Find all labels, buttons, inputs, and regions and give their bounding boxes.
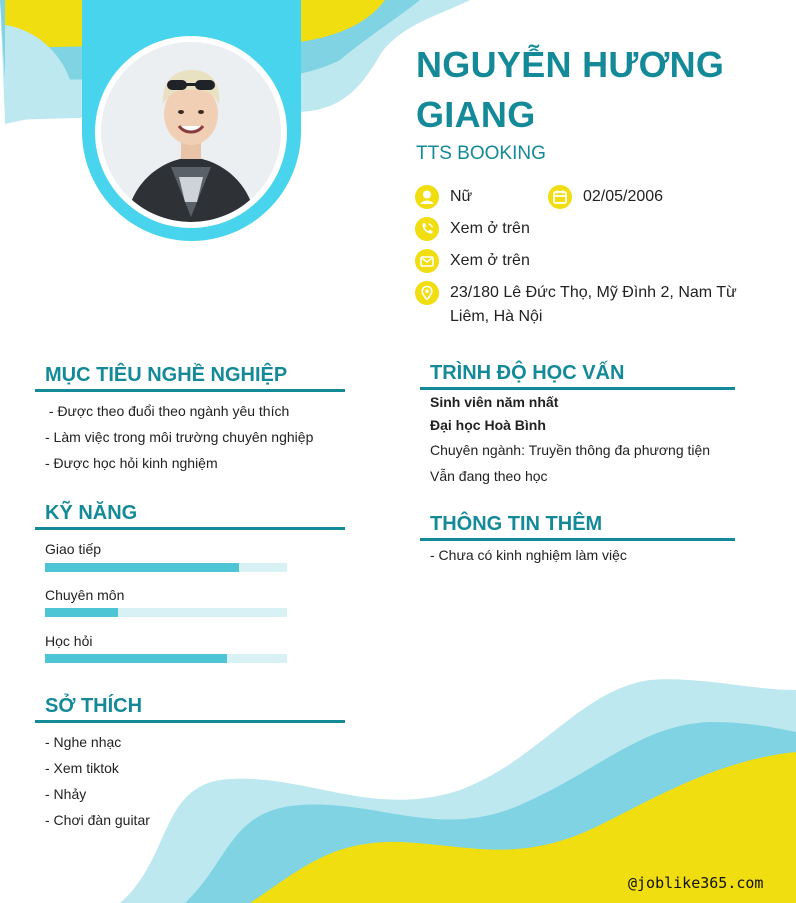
gender-row	[415, 185, 472, 209]
dob-row	[548, 185, 663, 209]
extra-info-line: - Chưa có kinh nghiệm làm việc	[430, 547, 627, 563]
extra-info-divider	[420, 538, 735, 541]
skill-bar	[45, 563, 287, 572]
objective-line: - Làm việc trong môi trường chuyên nghiệp	[45, 429, 314, 445]
education-school: Đại học Hoà Bình	[430, 417, 546, 433]
skill-bar	[45, 654, 287, 663]
location-pin-icon	[415, 281, 439, 305]
watermark-text: @joblike365.com	[628, 874, 764, 892]
skill-label: Chuyên môn	[45, 587, 125, 603]
avatar	[101, 42, 281, 222]
education-status: Sinh viên năm nhất	[430, 394, 559, 410]
education-major: Chuyên ngành: Truyền thông đa phương tiện	[430, 442, 711, 458]
skill-bar-fill	[45, 608, 118, 617]
email-row	[415, 249, 530, 273]
email-value: Xem ở trên	[450, 252, 530, 269]
hobby-item: - Chơi đàn guitar	[45, 812, 150, 828]
calendar-icon	[548, 185, 572, 209]
skill-label: Giao tiếp	[45, 541, 102, 557]
skills-title: KỸ NĂNG	[45, 502, 138, 524]
gender-value: Nữ	[450, 188, 473, 205]
hobby-item: - Nghe nhạc	[45, 734, 122, 750]
address-value: 23/180 Lê Đức Thọ, Mỹ Đình 2, Nam Từ Liêm, Hà Nội	[450, 284, 737, 325]
phone-value: Xem ở trên	[450, 220, 530, 237]
education-title: TRÌNH ĐỘ HỌC VẤN	[430, 362, 625, 384]
career-objective-title: MỤC TIÊU NGHỀ NGHIỆP	[45, 364, 288, 386]
extra-info-title: THÔNG TIN THÊM	[430, 513, 603, 535]
education-progress: Vẫn đang theo học	[430, 468, 548, 484]
education-divider	[420, 387, 735, 390]
career-objective-divider	[35, 389, 345, 392]
candidate-name: NGUYỄN HƯƠNG GIANG	[416, 44, 725, 135]
objective-line: - Được theo đuổi theo ngành yêu thích	[45, 403, 290, 419]
skill-bar	[45, 608, 287, 617]
skill-bar-fill	[45, 563, 239, 572]
objective-line: - Được học hỏi kinh nghiệm	[45, 455, 218, 471]
mail-icon	[415, 249, 439, 273]
hobbies-divider	[35, 720, 345, 723]
job-title: TTS BOOKING	[416, 143, 546, 164]
hobby-item: - Xem tiktok	[45, 760, 119, 776]
skill-label: Học hỏi	[45, 633, 93, 649]
skills-divider	[35, 527, 345, 530]
phone-row	[415, 217, 530, 241]
hobbies-title: SỞ THÍCH	[45, 695, 143, 717]
phone-icon	[415, 217, 439, 241]
hobby-item: - Nhảy	[45, 786, 87, 802]
dob-value: 02/05/2006	[583, 188, 664, 205]
address-row	[415, 281, 745, 329]
skill-bar-fill	[45, 654, 227, 663]
person-icon	[415, 185, 439, 209]
